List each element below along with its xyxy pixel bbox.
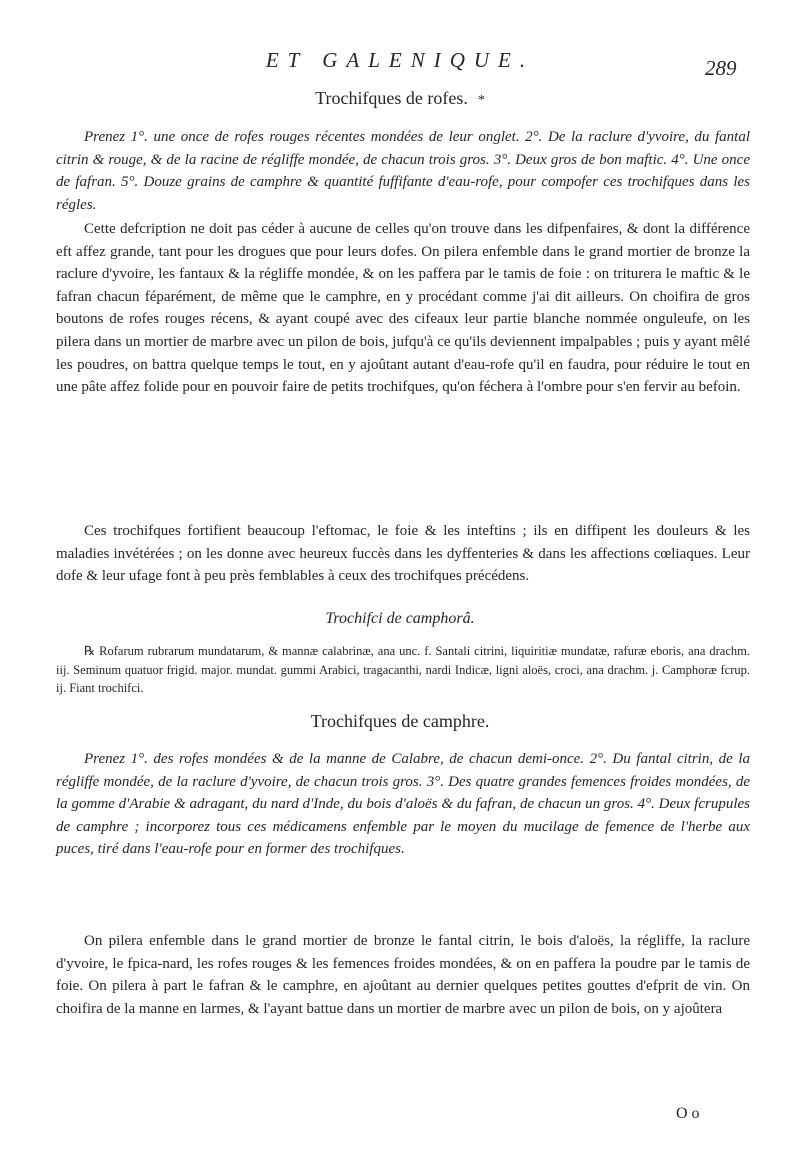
section-title-rose-troches xyxy=(0,88,800,109)
prescription-rose-troches: Prenez 1°. une once de rofes rouges récentes mondées de leur onglet. 2°. De la raclure d'yvoire, du fantal citrin & rouge, & de la racine de régliffe mondée, de chacun trois gros. 3°. Deux gros de bon maftic. 4°. Une once de fafran. 5°. Douze grains de camphre & quantité fuffifante d'eau-rofe, pour compofer ces trochifques dans les régles. xyxy=(56,129,750,213)
section-title-text: Trochifques de rofes. xyxy=(315,88,468,108)
prescription-camphor-troches: Prenez 1°. des rofes mondées & de la manne de Calabre, de chacun demi-once. 2°. Du fantal citrin, de la régliffe mondée, de la raclure d'yvoire, de chacun trois gros. 3°. Des quatre grandes femences froides mondées, de la gomme d'Arabie & adragant, du nard d'Inde, du bois d'aloës & du fafran, de chacun un gros. 4°. Deux fcrupules de camphre ; incorporez tous ces médicamens enfemble par le moyen du mucilage de femence de l'herbe aux puces, tiré dans l'eau-rofe pour en former des trochifques. xyxy=(56,751,750,858)
body-paragraph-virtues: Ces trochifques fortifient beaucoup l'eftomac, le foie & les inteftins ; ils en diffipent les douleurs & les maladies invétérées ; on les donne avec heureux fuccès dans les dyffenteries & dans les affections cœliaques. Leur dofe & leur ufage font à peu près femblables à ceux des trochifques précédens. xyxy=(56,523,750,585)
page-number: 289 xyxy=(705,56,737,80)
latin-subtitle: Trochifci de camphorâ. xyxy=(325,610,475,627)
asterisk-mark: * xyxy=(477,93,485,108)
running-head: ET GALENIQUE. xyxy=(265,48,535,72)
body-paragraph-camphor-preparation: On pilera enfemble dans le grand mortier de bronze le fantal citrin, le bois d'aloës, la régliffe, la raclure d'yvoire, le fpica-nard, les rofes rouges & les femences froides mondées, & on en paffera la poudre par le tamis de foie. On pilera à part le fafran & le camphre, en ajoûtant au dernier quelques petites gouttes d'efprit de vin. On choifira de la manne en larmes, & l'ayant battue dans un mortier de marbre avec un pilon de bois, on y ajoûtera xyxy=(56,933,750,1017)
body-paragraph-preparation: Cette defcription ne doit pas céder à aucune de celles qu'on trouve dans les difpenfaires, & dont la différence eft affez grande, tant pour les drogues que pour leurs dofes. On pilera enfemble dans le grand mortier de bronze la raclure d'yvoire, les fantaux & la régliffe mondée, & on les paffera par le tamis de foie : on triturera le maftic & le fafran chacun féparément, de même que le camphre, en y procédant comme j'ai dit ailleurs. On choifira de gros boutons de rofes rouges récens, & ayant coupé avec des cifeaux leur partie blanche nommée onguleufe, on les pilera dans un mortier de marbre avec un pilon de bois, jufqu'à ce qu'ils deviennent impalpables ; puis y ayant mêlé les poudres, on battra quelque temps le tout, en y ajoûtant autant d'eau-rofe qu'il en faudra, pour réduire le tout en une pâte affez folide pour en pouvoir faire de petits trochifques, qu'on féchera à l'ombre pour s'en fervir au befoin. xyxy=(56,221,750,396)
catchword-signature: O o xyxy=(676,1105,700,1122)
section-title-camphor-troches: Trochifques de camphre. xyxy=(310,711,490,731)
latin-recipe: ℞ Rofarum rubrarum mundatarum, & mannæ calabrinæ, ana unc. f. Santali citrini, liquiritiæ mundatæ, rafuræ eboris, ana drachm. iij. Seminum quatuor frigid. major. mundat. gummi Arabici, tragacanthi, nardi Indicæ, ligni aloës, croci, ana drachm. j. Camphoræ fcrup. ij. Fiant trochifci. xyxy=(56,644,750,696)
